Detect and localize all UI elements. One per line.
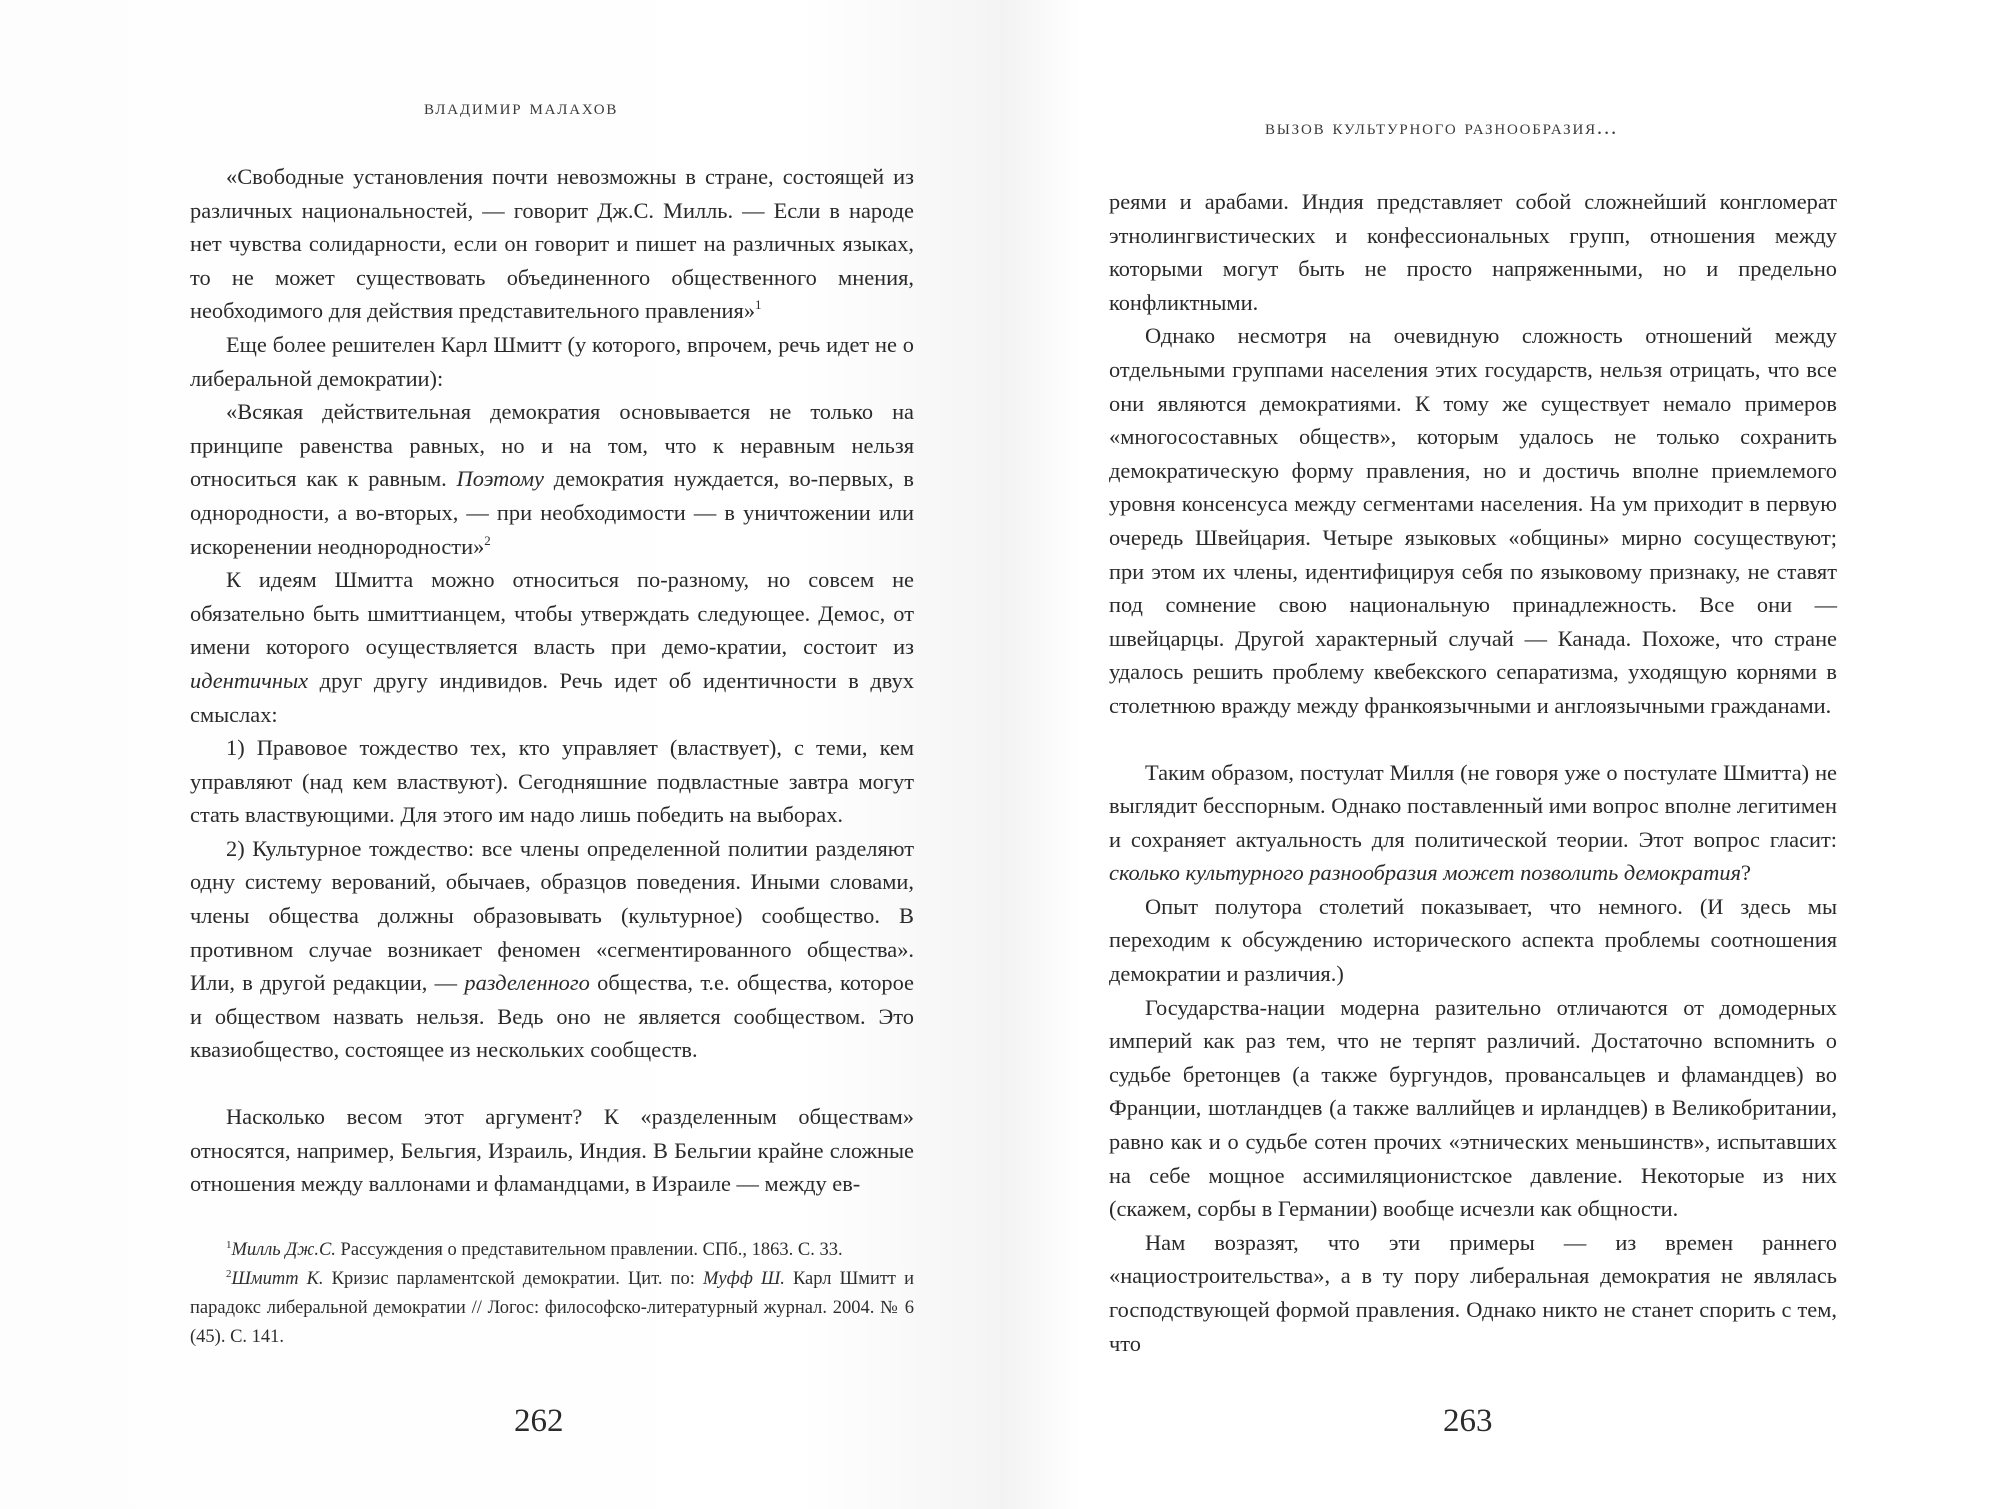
paragraph: Опыт полутора столетий показывает, что немного. (И здесь мы переходим к обсуждению исторического аспекта проблемы соотношения демократии и различия.) bbox=[1109, 893, 1837, 987]
footnotes bbox=[190, 1236, 914, 1352]
left-body-text bbox=[190, 160, 914, 1201]
paragraph: «Всякая действительная демократия основывается не только на принципе равенства равных, но и на том, что к неравным нельзя относиться как к равным. Поэтому демократия нуждается, во-первых, в однородности, а во-вторых, — при необходимости — в уничтожении или искоренении неоднородности»$^2$ bbox=[190, 399, 915, 559]
paragraph: Однако несмотря на очевидную сложность отношений между отдельными группами населения этих государств, нельзя отрицать, что все они являются демократиями. К тому же существует немало примеров «многосоставных обществ», которым удалось не только сохранить демократическую форму правления, но и достичь вполне приемлемого уровня консенсуса между сегментами населения. На ум приходит в первую очередь Швейцария. Четыре языковых «общины» мирно сосуществуют; при этом их члены, идентифицируя себя по языковому признаку, не ставят под сомнение свою национальную принадлежность. Все они — швейцарцы. Другой характерный случай — Канада. Похоже, что стране удалось решить проблему квебекского сепаратизма, уходящую корнями в столетнюю вражду между франкоязычными и англоязычными гражданами. bbox=[1109, 323, 1837, 718]
footnote-ref: 2 bbox=[484, 532, 491, 548]
footnote: $^1$Милль Дж.С. Рассуждения о представительном правлении. СПб., 1863. С. 33. bbox=[226, 1239, 843, 1260]
paragraph: Нам возразят, что эти примеры — из времен раннего «нациостроительства», а в ту пору либеральная демократия не являлась господствующей формой правления. Однако никто не станет спорить с тем, что bbox=[1109, 1229, 1837, 1356]
right-page bbox=[1000, 0, 2000, 1509]
paragraph: Насколько весом этот аргумент? К «разделенным обществам» относятся, например, Бельгия, Израиль, Индия. В Бельгии крайне сложные отношения между валлонами и фламандцами, в Израиле — между ев- bbox=[190, 1104, 914, 1197]
paragraph: Еще более решителен Карл Шмитт (у которого, впрочем, речь идет не о либеральной демократии): bbox=[190, 331, 914, 391]
running-head-title: вызов культурного разнообразия... bbox=[1265, 115, 1619, 139]
paragraph: «Свободные установления почти невозможны в стране, состоящей из различных национальностей, — говорит Дж.С. Милль. — Если в народе нет чувства солидарности, если он говорит и пишет на различных языках, то не может существовать объединенного общественного мнения, необходимого для действия представительного правления»$^1$ bbox=[190, 164, 914, 324]
footnote: $^2$Шмитт К. Кризис парламентской демократии. Цит. по: Муфф Ш. Карл Шмитт и парадокс либеральной демократии // Логос: философско-литературный журнал. 2004. № 6 (45). С. 141. bbox=[190, 1268, 914, 1347]
paragraph: Таким образом, постулат Милля (не говоря уже о постулате Шмитта) не выглядит бесспорным. Однако поставленный ими вопрос вполне легитимен и сохраняет актуальность для политической теории. Этот вопрос гласит: сколько культурного разнообразия может позволить демократия? bbox=[1109, 759, 1837, 886]
paragraph: 2) Культурное тождество: все члены определенной политии разделяют одну систему верований, обычаев, образцов поведения. Иными словами, члены общества должны образовывать (культурное) сообщество. В противном случае возникает феномен «сегментированного общества». Или, в другой редакции, — разделенного общества, т.е. общества, которое и обществом назвать нельзя. Ведь оно не является сообществом. Это квазиобщество, состоящее из нескольких сообществ. bbox=[190, 835, 914, 1063]
page-number: 262 bbox=[514, 1403, 564, 1439]
paragraph: реями и арабами. Индия представляет собой сложнейший конгломерат этнолингвистических и конфессиональных групп, отношения между которыми могут быть не просто напряженными, но и предельно конфликтными. bbox=[1109, 189, 1837, 315]
footnote-ref: 1 bbox=[755, 297, 762, 313]
paragraph: К идеям Шмитта можно относиться по-разному, но совсем не обязательно быть шмиттианцем, чтобы утверждать следующее. Демос, от имени которого осуществляется власть при демо-кратии, состоит из идентичных друг другу индивидов. Речь идет об идентичности в двух смыслах: bbox=[190, 567, 914, 727]
running-head-author: владимир малахов bbox=[424, 95, 619, 119]
page-number: 263 bbox=[1443, 1403, 1493, 1439]
paragraph: 1) Правовое тождество тех, кто управляет (властвует), с теми, кем управляют (над кем властвуют). Сегодняшние подвластные завтра могут стать властвующими. Для этого им надо лишь победить на выборах. bbox=[190, 735, 914, 828]
right-body-text bbox=[1109, 185, 1837, 1360]
paragraph: Государства-нации модерна разительно отличаются от домодерных империй как раз тем, что не терпят различий. Достаточно вспомнить о судьбе бретонцев (а также бургундов, провансальцев и фламандцев) во Франции, шотландцев (а также валлийцев и ирландцев) в Великобритании, равно как и о судьбе сотен прочих «этнических меньшинств», испытавших на себе мощное ассимиляционистское давление. Некоторые из них (скажем, сорбы в Германии) вообще исчезли как общности. bbox=[1109, 994, 1837, 1222]
